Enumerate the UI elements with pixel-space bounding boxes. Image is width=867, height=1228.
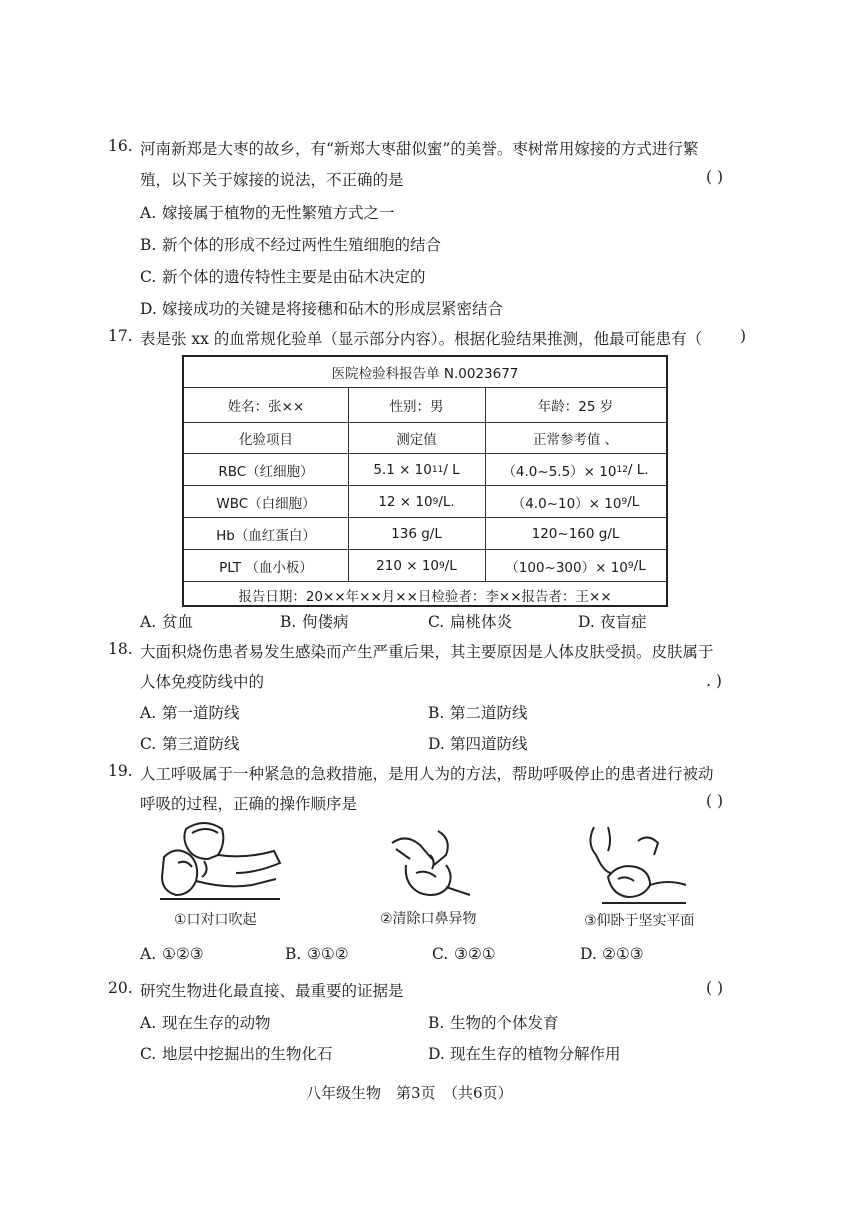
table-row xyxy=(184,550,666,582)
option-label: C. xyxy=(432,945,449,963)
ref-base: （100~300）× 10 xyxy=(505,559,628,576)
option-label: D. xyxy=(428,735,445,753)
q20-option-d[interactable] xyxy=(428,1042,621,1064)
option-text: ③①② xyxy=(307,945,349,963)
row-item: RBC（红细胞） xyxy=(184,454,349,485)
q19-number: 19. xyxy=(108,762,133,780)
q16-stem-line1: 河南新郑是大枣的故乡，有“新郑大枣甜似蜜”的美誉。枣树常用嫁接的方式进行繁 xyxy=(140,140,699,158)
option-text: 嫁接成功的关键是将接穗和砧木的形成层紧密结合 xyxy=(162,300,504,318)
q19-stem-line2: 呼吸的过程，正确的操作顺序是 xyxy=(140,795,358,813)
q20-stem: 研究生物进化最直接、最重要的证据是 xyxy=(140,982,404,1000)
page-footer: 八年级生物 第3页 （共6页） xyxy=(306,1084,513,1102)
row-item: Hb（血红蛋白） xyxy=(184,518,349,549)
option-text: ②①③ xyxy=(602,945,644,963)
table-title-row xyxy=(184,357,666,388)
q16-option-c[interactable] xyxy=(140,265,426,287)
table-footer-row xyxy=(184,582,666,607)
q19-option-a[interactable] xyxy=(140,945,204,963)
option-text: 贫血 xyxy=(162,613,194,631)
q19-option-c[interactable] xyxy=(432,945,496,963)
option-label: A. xyxy=(140,704,157,722)
clear-airway-illustration xyxy=(386,825,476,901)
q19-option-b[interactable] xyxy=(285,945,349,963)
ref-unit: / L. xyxy=(627,461,649,478)
table-row xyxy=(184,518,666,550)
option-text: 第二道防线 xyxy=(450,704,528,722)
option-text: 第四道防线 xyxy=(450,735,528,753)
q20-option-c[interactable] xyxy=(140,1042,333,1064)
table-row xyxy=(184,486,666,518)
ref-unit: /L xyxy=(627,493,640,510)
q18-option-c[interactable] xyxy=(140,732,240,754)
value-unit: / L xyxy=(443,461,460,478)
option-text: 第三道防线 xyxy=(162,735,240,753)
header-value: 测定值 xyxy=(348,423,486,453)
q17-number: 17. xyxy=(108,327,133,345)
q18-number: 18. xyxy=(108,640,133,658)
table-info-row xyxy=(184,388,666,423)
option-label: A. xyxy=(140,945,157,963)
q16-option-b[interactable] xyxy=(140,233,441,255)
q19-stem-line1: 人工呼吸属于一种紧急的急救措施，是用人为的方法，帮助呼吸停止的患者进行被动 xyxy=(140,765,714,783)
option-text: 第一道防线 xyxy=(162,704,240,722)
q18-option-d[interactable] xyxy=(428,732,528,754)
q17-option-c[interactable] xyxy=(428,610,512,632)
option-label: A. xyxy=(140,1014,157,1032)
patient-gender: 性别：男 xyxy=(348,388,486,422)
header-item: 化验项目 xyxy=(184,423,349,453)
patient-age: 年龄：25 岁 xyxy=(537,399,614,415)
row-reference: （100~300）× 10 9 /L xyxy=(505,557,646,576)
option-text: ①②③ xyxy=(162,945,204,963)
q16-answer-paren[interactable]: ( ) xyxy=(706,168,724,186)
option-text: 扁桃体炎 xyxy=(450,613,513,631)
table-header-row xyxy=(184,423,666,454)
value-base: 12 × 10 xyxy=(378,493,433,510)
option-label: B. xyxy=(428,1014,445,1032)
q17-answer-paren[interactable]: ) xyxy=(740,327,747,345)
option-label: D. xyxy=(580,945,597,963)
figure-caption-3: ③仰卧于坚实平面 xyxy=(584,913,695,929)
q18-option-b[interactable] xyxy=(428,701,528,723)
option-text: ③②① xyxy=(454,945,496,963)
table-row xyxy=(184,454,666,486)
row-reference: （4.0~10）× 10 9 /L xyxy=(511,493,640,512)
option-text: 生物的个体发育 xyxy=(450,1014,559,1032)
value-base: 5.1 × 10 xyxy=(373,461,432,478)
option-text: 佝偻病 xyxy=(302,613,349,631)
option-label: A. xyxy=(140,613,157,631)
option-label: C. xyxy=(428,613,445,631)
q19-option-d[interactable] xyxy=(580,945,644,963)
row-value: 12 × 10 9 /L. xyxy=(348,486,486,517)
value-base: 136 g/L xyxy=(391,525,442,542)
q18-stem-line2: 人体免疫防线中的 xyxy=(140,673,265,691)
q18-option-a[interactable] xyxy=(140,701,240,723)
option-label: D. xyxy=(428,1045,445,1063)
q16-option-d[interactable] xyxy=(140,297,503,319)
option-label: C. xyxy=(140,268,157,286)
row-value: 5.1 × 10 11 / L xyxy=(348,454,486,485)
q18-stem-line1: 大面积烧伤患者易发生感染而产生严重后果，其主要原因是人体皮肤受损。皮肤属于 xyxy=(140,643,714,661)
row-reference xyxy=(485,518,666,549)
q16-number: 16. xyxy=(108,137,133,155)
q20-option-a[interactable] xyxy=(140,1011,271,1033)
option-label: B. xyxy=(140,236,157,254)
header-reference: 正常参考值 、 xyxy=(532,432,619,448)
row-value: 210 × 10 9 /L xyxy=(348,550,486,581)
q16-stem-line2: 殖，以下关于嫁接的说法，不正确的是 xyxy=(140,171,404,189)
q20-option-b[interactable] xyxy=(428,1011,559,1033)
option-text: 地层中挖掘出的生物化石 xyxy=(162,1045,333,1063)
figure-caption-1: ①口对口吹起 xyxy=(174,912,257,928)
q20-number: 20. xyxy=(108,979,133,997)
q20-answer-paren[interactable]: ( ) xyxy=(706,979,724,997)
row-item: PLT （血小板） xyxy=(184,550,349,581)
option-text: 新个体的遗传特性主要是由砧木决定的 xyxy=(162,268,426,286)
q17-option-d[interactable] xyxy=(578,610,647,632)
option-label: C. xyxy=(140,1045,157,1063)
option-text: 新个体的形成不经过两性生殖细胞的结合 xyxy=(162,236,442,254)
ref-unit: /L xyxy=(633,557,646,574)
row-reference: （4.0~5.5）× 10 12 / L. xyxy=(502,461,649,480)
q18-answer-paren[interactable]: . ) xyxy=(706,672,722,690)
report-footer: 报告日期：20××年××月××日检验者：李××报告者：王×× xyxy=(238,588,612,605)
value-unit: /L. xyxy=(438,493,455,510)
q17-option-a[interactable] xyxy=(140,610,193,632)
ref-base: 120~160 g/L xyxy=(531,525,620,542)
figure-caption-2: ②清除口鼻异物 xyxy=(380,911,477,927)
ref-base: （4.0~10）× 10 xyxy=(511,495,622,512)
option-text: 现在生存的植物分解作用 xyxy=(450,1045,621,1063)
option-label: C. xyxy=(140,735,157,753)
value-base: 210 × 10 xyxy=(376,557,440,574)
option-label: A. xyxy=(140,204,157,222)
mouth-to-mouth-illustration xyxy=(156,815,286,907)
ref-base: （4.0~5.5）× 10 xyxy=(502,463,617,480)
value-unit: /L xyxy=(444,557,457,574)
q17-stem: 表是张 xx 的血常规化验单（显示部分内容）。根据化验结果推测，他最可能患有（ xyxy=(140,330,703,348)
option-text: 嫁接属于植物的无性繁殖方式之一 xyxy=(162,204,395,222)
table-title: 医院检验科报告单 N.0023677 xyxy=(331,366,519,382)
patient-name: 姓名：张×× xyxy=(184,388,349,422)
option-text: 夜盲症 xyxy=(600,613,647,631)
option-label: D. xyxy=(140,300,157,318)
option-label: B. xyxy=(285,945,302,963)
q17-option-b[interactable] xyxy=(280,610,349,632)
option-text: 现在生存的动物 xyxy=(162,1014,271,1032)
row-item: WBC（白细胞） xyxy=(184,486,349,517)
q19-answer-paren[interactable]: ( ) xyxy=(706,792,724,810)
option-label: B. xyxy=(280,613,297,631)
supine-position-illustration xyxy=(578,823,690,909)
blood-test-report-table xyxy=(182,355,668,607)
row-value xyxy=(348,518,486,549)
option-label: B. xyxy=(428,704,445,722)
q16-option-a[interactable] xyxy=(140,201,395,223)
option-label: D. xyxy=(578,613,595,631)
